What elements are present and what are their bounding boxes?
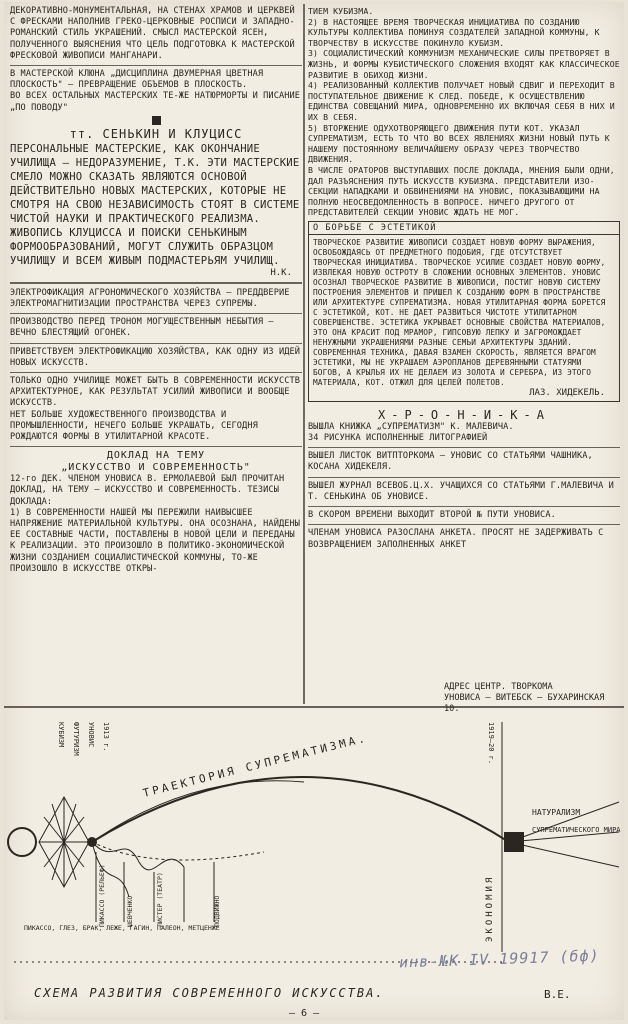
naturalism-label: НАТУРАЛИЗМ (532, 808, 581, 817)
secondary-arc (92, 781, 304, 842)
left-column (10, 6, 302, 575)
rule (10, 372, 302, 373)
report-title: ДОКЛАД НА ТЕМУ „ИСКУССТВО И СОВРЕМЕННОСТЬ" (61, 450, 251, 474)
senkin-heading: тт. СЕНЬКИН И КЛУЦИСС (69, 126, 243, 141)
journal-note: ВЫШЕЛ ЖУРНАЛ ВСЕВОБ.Ц.Х. УЧАЩИХСЯ СО СТАТЬЯМИ Г.МАЛЕВИЧА И Т. СЕНЬКИНА ОБ УНОВИСЕ. (308, 480, 614, 502)
diagram-caption: СХЕМА РАЗВИТИЯ СОВРЕМЕННОГО ИСКУССТВА. (34, 986, 385, 1000)
section-square-icon (152, 116, 161, 125)
newspaper-page (4, 2, 624, 1020)
art-development-diagram (4, 692, 624, 982)
leaflet-note: ВЫШЕЛ ЛИСТОК ВИТПТОРКОМА — УНОВИС СО СТАТЬЯМИ ЧАШНИКА, КОСАНА ХИДЕКЕЛЯ. (308, 451, 593, 473)
year-right: 1919–20 г. (487, 722, 495, 765)
struggle-signature: ЛАЗ. ХИДЕКЕЛЬ. (529, 387, 605, 398)
economy-label: ЭКОНОМИЯ (485, 874, 495, 942)
members-note: ЧЛЕНАМ УНОВИСА РАЗОСЛАНА АНКЕТА. ПРОСЯТ НЕ ЗАДЕРЖИВАТЬ С ВОЗВРАЩЕНИЕМ ЗАПОЛНЕННЫХ АНКЕТ (308, 528, 604, 550)
senkin-signature: Н.К. (270, 267, 292, 278)
rule (10, 343, 302, 344)
cubist-3: ЛИСТЕР (ТЕАТР) (156, 872, 164, 927)
left-wireframe (39, 797, 89, 887)
greeting-paragraph: ПРИВЕТСТВУЕМ ЭЛЕКТРОФИКАЦИЮ ХОЗЯЙСТВА, КАК ОДНУ ИЗ ИДЕЙ НОВЫХ ИСКУССТВ. (10, 346, 301, 368)
struggle-paragraph: ТВОРЧЕСКОЕ РАЗВИТИЕ ЖИВОПИСИ СОЗДАЕТ НОВУЮ ФОРМУ ВЫРАЖЕНИЯ, ОСВОБОЖДАЯСЬ ОТ ПРЕДМЕТНОГО ПОДОБИЯ, ГДЕ ОТСУТСТВУЕТ ТВОРЧЕСКАЯ ИНИЦИАТИВА. ТВОРЧЕСКОЕ УСИЛИЕ СОЗДАЕТ НОВУЮ ФОРМУ, ИЗВЛЕКАЯ НОВУЮ ОСТРОТУ В СЛОЖЕНИИ ОСНОВНЫХ ЭЛЕМЕНТОВ. УНОВИС ОСОЗНАЛ ТВОРЧЕСКОЕ РАЗВИТИЕ В ЖИВОПИСИ, ПОСТИГ НОВУЮ СИСТЕМУ ПОСТРОЕНИЯ ЭЛЕМЕНТОВ И ПРИШЕЛ К СОЗДАНИЮ ФОРМ В ПРОСТРАНСТВЕ ИЛИ АРХИТЕКТУРЕ СУПРЕМАТИЗМА. НОВАЯ УТИЛИТАРНАЯ ФОРМА БОРЕТСЯ С ЭСТЕТИКОЙ, КОТ. НЕ ДАЕТ РАЗВИТЬСЯ ЧИСТОТЕ УТИЛИТАРНОМ СОВЕРШЕНСТВЕ. ЭСТЕТИКА УКРЫВАЕТ ОСНОВНЫЕ СВОЙСТВА МАТЕРИАЛОВ, ЭТО ОНА КРАСИТ ПОД МРАМОР, ГИПСОВУЮ ЛЕПКУ И ЗАГРОМОЖДАЕТ НЕНУЖНЫМИ УКРАШЕНИЯМИ РАЗНЫЕ СЕМЬИ АРХИТЕКТУРЫ ЗДАНИЙ. СОВРЕМЕННАЯ ТЕХНИКА, ДАВАЯ ВЗАМЕН СКОРОСТЬ, ЯВЛЯЕТСЯ ВРАГОМ ЭСТЕТИКИ, МЫ НЕ УКРАШАЕМ АЭРОПЛАНОВ ДЕРЕВЯННЫМИ СТАТУЯМИ БОГОВ, А КРЫЛЬЯ ИХ НЕ ДЕЛАЕМ ИЗ ЗОЛОТА И СЕРЕБРА, ИЗ ЭТОГО МАТЕРИАЛА, КОТ. ОТЖИЛ ДЛЯ ЦЕЛЕЙ ПОЛЕТОВ. (313, 237, 606, 387)
report-continuation: ТИЕМ КУБИЗМА. 2) В НАСТОЯЩЕЕ ВРЕМЯ ТВОРЧЕСКАЯ ИНИЦИАТИВА ПО СОЗДАНИЮ КУЛЬТУРЫ КОЛЛЕКТИВА ПОМИНУЯ СОЗДАТЕЛЕЙ ЗАПАДНОЙ КОММУНЫ, К ТВОРЧЕСТВУ В ИСКУССТВЕ ПОКИНУЛО КУБИЗМ. 3) СОЦИАЛИСТИЧЕСКИЙ КОММУНИЗМ МЕХАНИЧЕСКИЕ СИЛЫ ПРЕТВОРЯЕТ В ЖИЗНЬ, И ФОРМЫ КУБИСТИЧЕСКОГО СЛОЖЕНИЯ ВХОДЯТ КАК КЛАССИЧЕСКОЕ РАЗВИТИЕ В ОБИХОД ЖИЗНИ. 4) РЕАЛИЗОВАННЫЙ КОЛЛЕКТИВ ПОЛУЧАЕТ НОВЫЙ СДВИГ И ПЕРЕХОДИТ В ПОСТУПАТЕЛЬНОЕ ДВИЖЕНИЕ К СЛЕД. ПОБЕДЕ, К ОСУЩЕСТВЛЕНИЮ ЕДИНСТВА СОВЕЩАНИЙ МИРА, ОДНОВРЕМЕННО ИХ ВКЛЮЧАЯ СЕБЯ В НИХ И ИХ В СЕБЯ. 5) ВТОРЖЕНИЕ ОДУХОТВОРЯЮЩЕГО ДВИЖЕНИЯ ПУТИ КОТ. УКАЗАЛ СУПРЕМАТИЗМ, ЕСТЬ ТО ЧТО ВО ВСЕХ ЯВЛЕНИЯХ ЖИЗНИ НОВЫЙ ПУТЬ К НАШЕМУ ПОСТОЯННОМУ ВЕЛИЧАЙШЕМУ ОБРАЗУ ЧЕРЕЗ ТВОРЧЕСТВО ДВИЖЕНИЯ. В ЧИСЛЕ ОРАТОРОВ ВЫСТУПАВШИХ ПОСЛЕ ДОКЛАДА, МНЕНИЯ БЫЛИ ОДНИ, ДАЛ РАЗЪЯСНЕНИЯ ПУТЬ ИСКУССТВ КУБИЗМА. ПРЕДСТАВИТЕЛИ ИЗО-СЕКЦИИ НАПАДКАМИ И ОБВИНЕНИЯМИ НА УНОВИС, ПОКАЗЫВАЮЩИМИ НА ПОЛНУЮ НЕОСВЕДОМЛЕННОСТЬ В ВОПРОСЕ. НИЧЕГО ДРУГОГО ОТ ПРЕДСТАВИТЕЛЕЙ СЕКЦИИ УНОВИС ЖДАТЬ НЕ МОГ. (308, 6, 620, 218)
soon-note: В СКОРОМ ВРЕМЕНИ ВЫХОДИТ ВТОРОЙ № ПУТИ УНОВИСА. (308, 510, 556, 521)
school-paragraph: ТОЛЬКО ОДНО УЧИЛИЩЕ МОЖЕТ БЫТЬ В СОВРЕМЕННОСТИ ИСКУССТВ АРХИТЕКТУРНОЕ, КАК РЕЗУЛЬТАТ УСИЛИЙ ЖИВОПИСИ И ВООБЩЕ ИСКУССТВ. НЕТ БОЛЬШЕ ХУДОЖЕСТВЕННОГО ПРОИЗВОДСТВА И ПРОМЫШЛЕННОСТИ, НЕЧЕГО БОЛЬШЕ УКРАШАТЬ, СЕГОДНЯ РОЖДАЮТСЯ ФОРМЫ В УТИЛИТАРНОЙ КРАСОТЕ. (10, 376, 301, 443)
top-label-unovis: УНОВИС (87, 722, 95, 748)
top-label-cubism: КУБИЗМ (57, 722, 65, 748)
top-label-futurism: ФУТУРИЗМ (72, 722, 80, 756)
column-divider (303, 4, 305, 704)
dashed-arc (92, 842, 264, 860)
rule (308, 506, 620, 507)
book-note: ВЫШЛА КНИЖКА „СУПРЕМАТИЗМ" К. МАЛЕВИЧА. 34 РИСУНКА ИСПОЛНЕННЫЕ ЛИТОГРАФИЕЙ (308, 421, 514, 444)
rule (10, 446, 302, 447)
page-number: — 6 — (289, 1008, 320, 1019)
inventory-stamp: инв-№К IV 19917 (бф) (398, 946, 600, 972)
klyun-paragraph: В МАСТЕРСКОЙ КЛЮНА „ДИСЦИПЛИНА ДВУМЕРНАЯ ЦВЕТНАЯ ПЛОСКОСТЬ" — ПРЕВРАЩЕНИЕ ОБЪЕМОВ В ПЛОСКОСТЬ. ВО ВСЕХ ОСТАЛЬНЫХ МАСТЕРСКИХ ТЕ-ЖЕ НАТЮРМОРТЫ И ПИСАНИЕ „ПО ПОВОДУ" (10, 69, 301, 113)
address-block: АДРЕС ЦЕНТР. ТВОРКОМА УНОВИСА — ВИТЕБСК — БУХАРИНСКАЯ 10. (444, 682, 605, 714)
struggle-title: О БОРЬБЕ С ЭСТЕТИКОЙ (309, 222, 619, 235)
suprematic-label: СУПРЕМАТИЧЕСКОГО МИРА (532, 826, 621, 834)
cubist-1: ПИКАССО (РЕЛЬЕФ) (98, 864, 106, 927)
electro-paragraph: ЭЛЕКТРОФИКАЦИЯ АГРОНОМИЧЕСКОГО ХОЗЯЙСТВА — ПРЕДДВЕРИЕ ЭЛЕКТРОМАГНИТИЗАЦИИ ПРОСТРАНСТВА ЧЕРЕЗ СУПРЕМЫ. (10, 287, 290, 310)
year-left: 1913 г. (102, 722, 110, 752)
struggle-box (308, 221, 620, 402)
report-paragraph: 12-го ДЕК. ЧЛЕНОМ УНОВИСА В. ЕРМОЛАЕВОЙ БЫЛ ПРОЧИТАН ДОКЛАД, НА ТЕМУ — ИСКУССТВО И СОВРЕМЕННОСТЬ. ТЕЗИСЫ ДОКЛАДА: 1) В СОВРЕМЕННОСТИ НАШЕЙ МЫ ПЕРЕЖИЛИ НАИВЫСШЕЕ НАПРЯЖЕНИЕ МАТЕРИАЛЬНОЙ КУЛЬТУРЫ. ОНА ОСОЗНАНА, НАЙДЕНЫ ЕЕ СОСТАВНЫЕ ЧАСТИ, ПОСТАВЛЕНЫ В НОВОЙ ЦЕЛИ И ПЕРЕДАНЫ К РЕАЛИЗАЦИИ. ЭТО ПРОИЗОШЛО В ПОЛИТИКО-ЭКОНОМИЧЕСКОЙ ЖИЗНИ СОЗДАНИЕМ СОЦИАЛИСТИЧЕСКОЙ КОММУНЫ, ТО-ЖЕ ПРОИЗОШЛО В ИСКУССТВЕ ОТКРЫ- (10, 474, 301, 574)
rule (10, 282, 302, 284)
right-column (308, 6, 620, 551)
rule (10, 313, 302, 314)
rule (308, 477, 620, 478)
rule (10, 65, 302, 66)
khronika-heading: Х-Р-О-Н-И-К-А (378, 407, 550, 422)
rule (308, 524, 620, 525)
trajectory-label: ТРАЕКТОРИЯ СУПРЕМАТИЗМА. (141, 731, 369, 800)
cubist-4: ПОДВИЖНО (213, 895, 221, 927)
cubist-2: ШЕВЧЕНКО (126, 895, 134, 927)
cubist-names: ПИКАССО, ГЛЕЗ, БРАК, ЛЕЖЕ, ГАГИН, ПАЛЕОН, МЕТЦЕНЖЕ (24, 924, 220, 932)
diagram-initials: В.Е. (544, 988, 571, 1001)
rule (308, 447, 620, 448)
left-circle (8, 828, 36, 856)
right-ray-3 (509, 842, 619, 867)
intro-paragraph: ДЕКОРАТИВНО-МОНУМЕНТАЛЬНАЯ, НА СТЕНАХ ХРАМОВ И ЦЕРКВЕЙ С ФРЕСКАМИ НАПОЛНИВ ГРЕКО-ЦЕРКОВНЫЕ РОСПИСИ И ЗАПАДНО-РОМАНСКИЙ СТИЛЬ УКРАШЕНИЙ. СМЫСЛ МАСТЕРСКОЙ ЯСЕН, ПОЛУЧЕННОГО ВЫЯСНЕНИЯ ЧТО ЦЕЛЬ ПОДГОТОВКА К МАСТЕРСКОЙ ФРЕСКОВОЙ ЖИВОПИСИ МАНГАНАРИ. (10, 6, 295, 61)
production-paragraph: ПРОИЗВОДСТВО ПЕРЕД ТРОНОМ МОГУЩЕСТВЕННЫМ НЕБЫТИЯ — ВЕЧНО БЛЕСТЯЩИЙ ОГОНЕК. (10, 317, 274, 339)
senkin-paragraph: ПЕРСОНАЛЬНЫЕ МАСТЕРСКИЕ, КАК ОКОНЧАНИЕ УЧИЛИЩА — НЕДОРАЗУМЕНИЕ, Т.К. ЭТИ МАСТЕРСКИЕ СМЕЛО МОЖНО СКАЗАТЬ ЯВЛЯЮТСЯ ОСНОВОЙ ДЕЙСТВИТЕЛЬНО НОВЫХ МАСТЕРСКИХ, КОТОРЫЕ НЕ СМОТРЯ НА СВОЮ НЕЗАВИСИМОСТЬ СТОЯТ В СИСТЕМЕ ЧИСТОЙ НАУКИ И ПРАКТИЧЕСКОГО РЕАЛИЗМА. ЖИВОПИСЬ КЛУЦИССА И ПОИСКИ СЕНЬКИНЫМ ФОРМООБРАЗОВАНИЙ, МОГУТ СЛУЖИТЬ ОБРАЗЦОМ УЧИЛИЩУ И ВСЕМ ЖИВЫМ ПОДМАСТЕРЬЯМ УЧИЛИЩ. (10, 142, 300, 267)
